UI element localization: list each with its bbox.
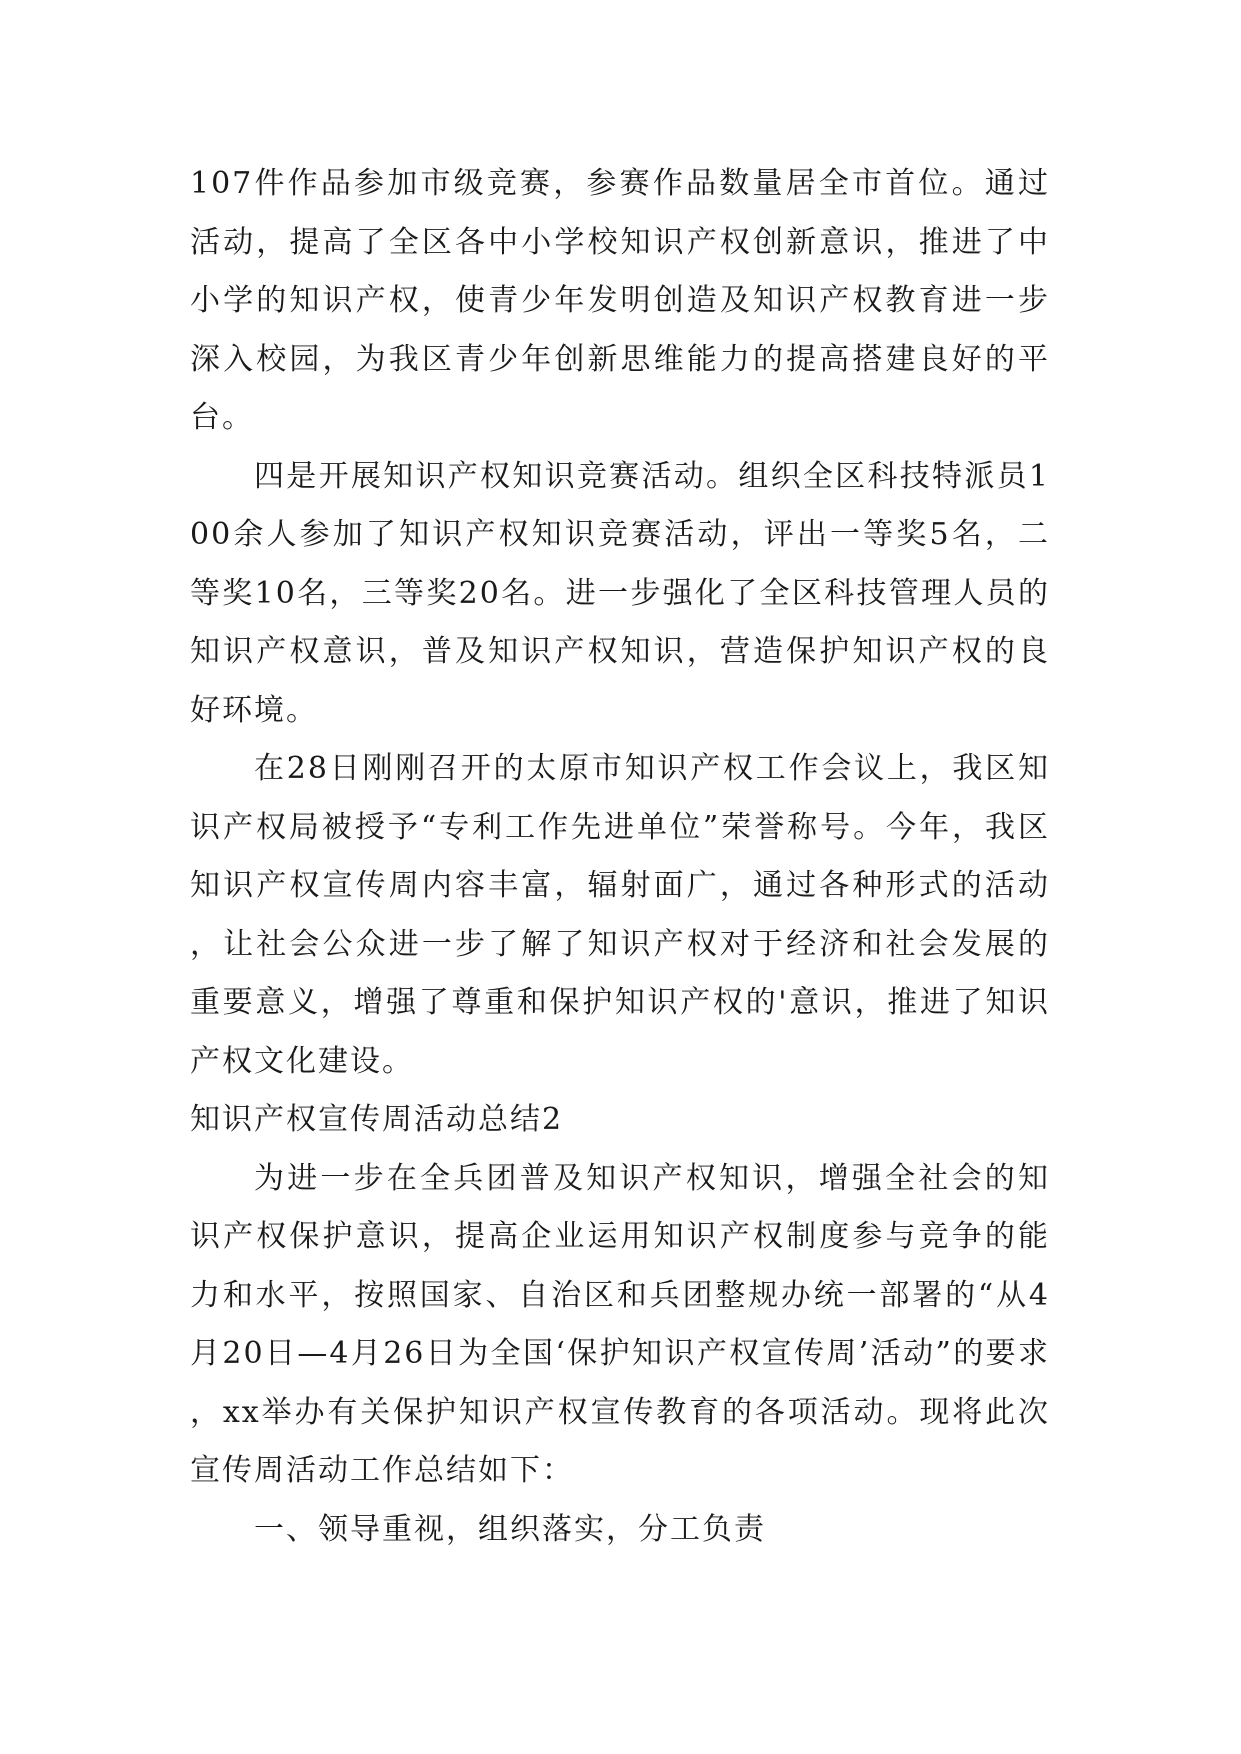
paragraph-subheading-leadership: 一、领导重视，组织落实，分工负责 — [254, 1511, 766, 1547]
document-body — [190, 155, 1050, 1559]
paragraph-competition-results: 107件作品参加市级竞赛，参赛作品数量居全市首位。通过活动，提高了全区各中小学校知识产权创新意识，推进了中小学的知识产权，使青少年发明创造及知识产权教育进一步深入校园，为我区青少年创新思维能力的提高搭建良好的平台。 — [190, 166, 1050, 435]
paragraph-knowledge-contest: 四是开展知识产权知识竞赛活动。组织全区科技特派员100余人参加了知识产权知识竞赛活动，评出一等奖5名，二等奖10名，三等奖20名。进一步强化了全区科技管理人员的知识产权意识，普及知识产权知识，营造保护知识产权的良好环境。 — [190, 458, 1050, 728]
paragraph-introduction: 为进一步在全兵团普及知识产权知识，增强全社会的知识产权保护意识，提高企业运用知识产权制度参与竞争的能力和水平，按照国家、自治区和兵团整规办统一部署的“从4月20日—4月26日为全国‘保护知识产权宣传周’活动”的要求，xx举办有关保护知识产权宣传教育的各项活动。现将此次宣传周活动工作总结如下： — [190, 1160, 1050, 1488]
section-title: 知识产权宣传周活动总结2 — [190, 1102, 564, 1137]
paragraph-award-summary: 在28日刚刚召开的太原市知识产权工作会议上，我区知识产权局被授予“专利工作先进单位”荣誉称号。今年，我区知识产权宣传周内容丰富，辐射面广，通过各种形式的活动，让社会公众进一步了解了知识产权对于经济和社会发展的重要意义，增强了尊重和保护知识产权的'意识，推进了知识产权文化建设。 — [190, 751, 1050, 1079]
